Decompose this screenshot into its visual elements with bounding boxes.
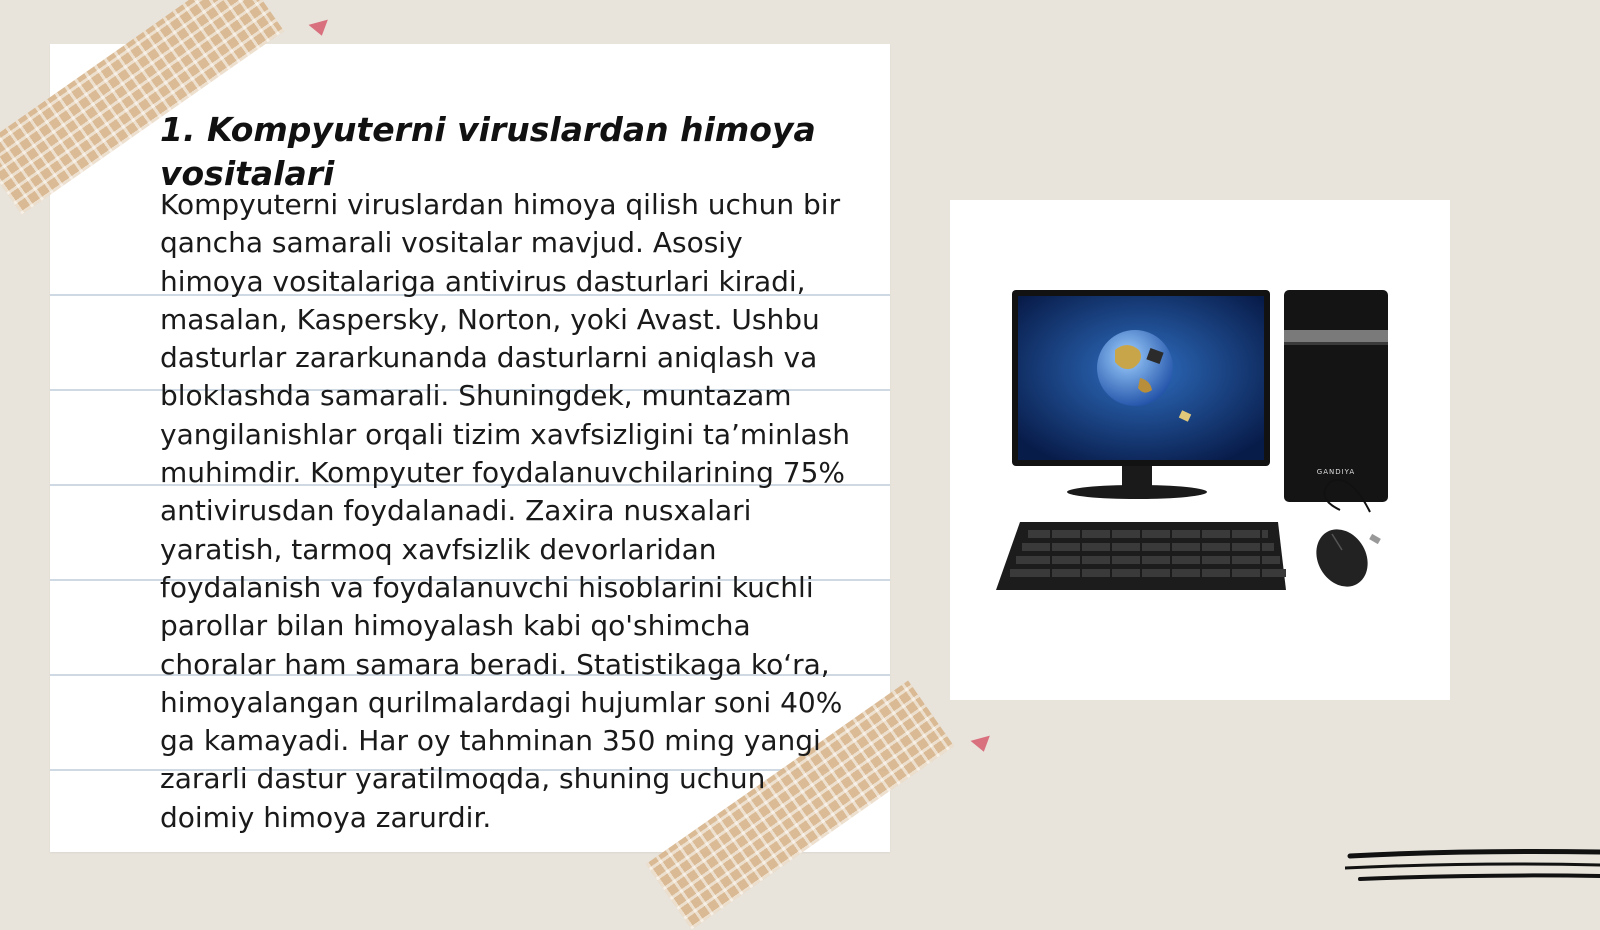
monitor-icon — [1012, 290, 1270, 499]
desktop-computer-icon — [950, 200, 1450, 700]
pc-tower-icon — [1284, 290, 1388, 502]
tower-brand-label: GANDIYA — [1316, 468, 1356, 476]
pin-icon — [971, 736, 994, 755]
computer-image — [950, 200, 1450, 700]
slide-body-text: Kompyuterni viruslardan himoya qilish uchun bir qancha samarali vositalar mavjud. Asosiy himoya vositalariga antivirus dasturlari kiradi, masalan, Kaspersky, Norton, yoki Avast. Ushbu dasturlar zararkunanda dasturlarni aniqlash va bloklashda samarali. Shuningdek, muntazam yangilanishlar orqali tizim xavfsizligini ta’minlash muhimdir. Kompyuter foydalanuvchilarining 75% antivirusdan foydalanadi. Zaxira nusxalari yaratish, tarmoq xavfsizlik devorlaridan foydalanish va foydalanuvchi hisoblarini kuchli parollar bilan himoyalash kabi qo'shimcha choralar ham samara beradi. Statistikaga ko‘ra, himoyalangan qurilmalardagi hujumlar soni 40% ga kamayadi. Har oy tahminan 350 ming yangi zararli dastur yaratilmoqda, shuning uchun doimiy himoya zarurdir. — [160, 188, 850, 834]
keyboard-icon — [996, 522, 1286, 590]
pin-icon — [309, 20, 332, 39]
decorative-brush-strokes — [1345, 848, 1600, 888]
slide-title: 1. Kompyuterni viruslardan himoya vositalari — [160, 110, 816, 193]
